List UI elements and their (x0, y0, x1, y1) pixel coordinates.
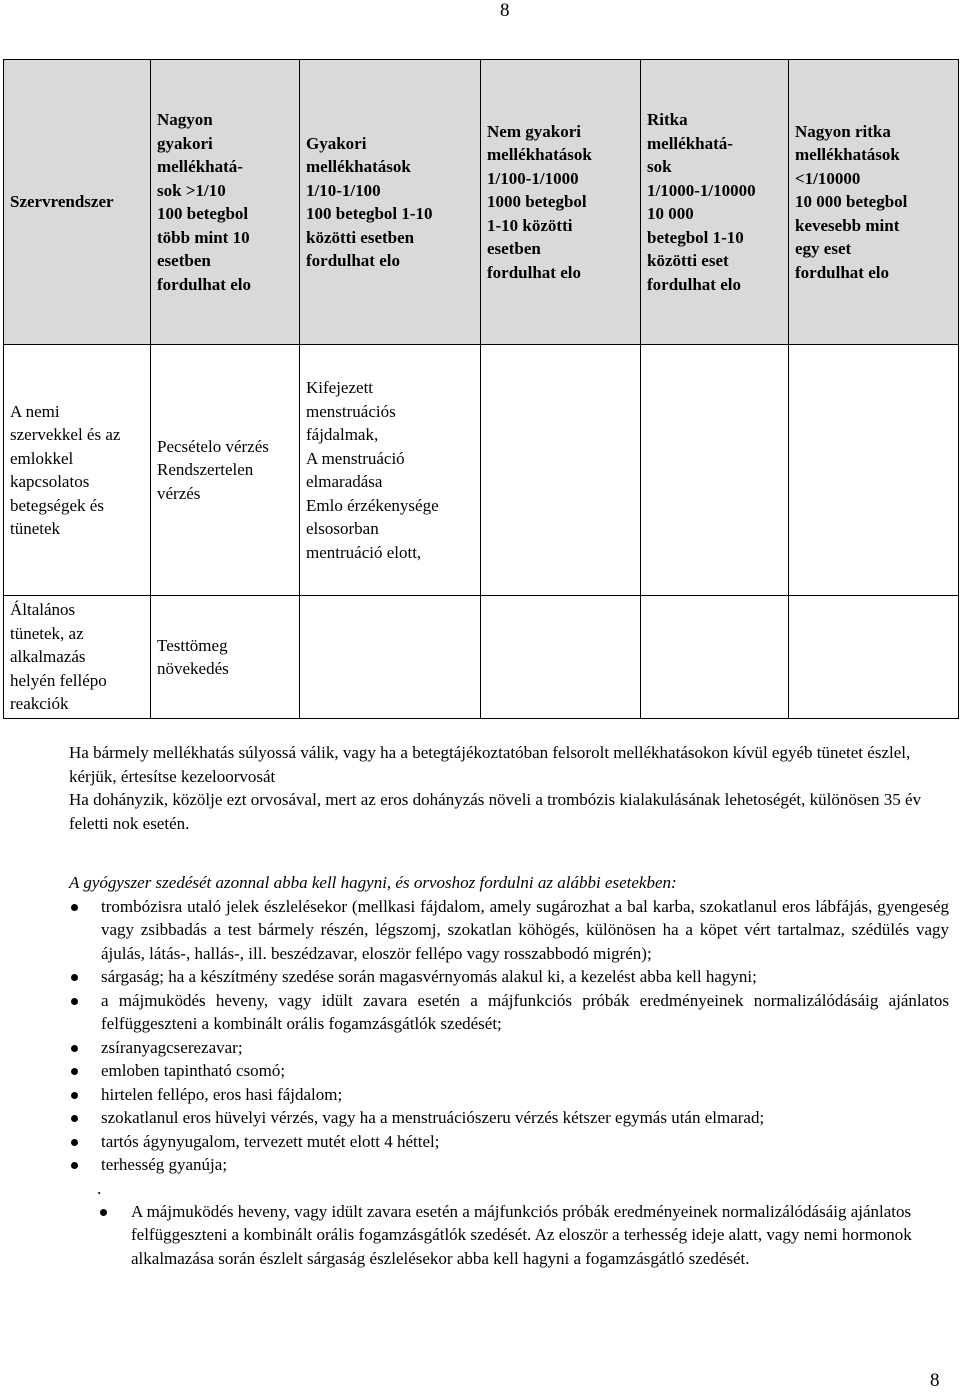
row-1-cell (4, 596, 151, 719)
cell-text: 100 betegbol (157, 204, 249, 223)
cell-text: fájdalmak, (306, 425, 379, 444)
side-effects-table (3, 59, 959, 719)
row-1-cell (481, 596, 641, 719)
row-0-cell (789, 345, 959, 596)
cell-text: kapcsolatos (10, 472, 90, 491)
list-item-text: szokatlanul eros hüvelyi vérzés, vagy ha a menstruációszeru vérzés kétszer egymás után elmarad; (101, 1108, 765, 1127)
cell-text: mellékhatások (795, 145, 900, 165)
cell-text: 1/10-1/100 (306, 180, 381, 200)
cell-text: Nem gyakori (487, 121, 581, 141)
cell-text: A nemi (10, 401, 60, 421)
liver-note-text: A májmuködés heveny, vagy idült zavara esetén a májfunkciós próbák eredményeinek normalizálódásáig ajánlatos felfüggeszteni a kombinált orális fogamzásgátlók szedését. Az eloször a terhesség ideje alatt, vagy nemi hormonok alkalmazása során észlelt sárgaság észlelésekor abba kell hagyni a fogamzásgátló szedését. (131, 1201, 912, 1268)
row-0-cell (641, 345, 789, 596)
cell-text: Rendszertelen (157, 460, 254, 480)
row-0-cell (481, 345, 641, 596)
cell-text: helyén fellépo (10, 670, 107, 690)
cell-text: közötti eset (647, 251, 729, 270)
row-0-cell (151, 345, 300, 596)
stop-intro: A gyógyszer szedését azonnal abba kell hagyni, és orvoshoz fordulni az alábbi esetekben: (69, 873, 677, 892)
bullet-icon (71, 904, 78, 911)
cell-text: 100 betegbol 1-10 (306, 204, 433, 223)
cell-text: menstruációs (306, 401, 396, 421)
cell-text: emlokkel (10, 448, 74, 468)
list-item (69, 1106, 949, 1130)
header-cell (300, 60, 481, 345)
cell-text: közötti esetben (306, 227, 415, 247)
bullet-icon (71, 998, 78, 1005)
bullet-icon (71, 1162, 78, 1169)
list-item (69, 989, 949, 1036)
cell-text: fordulhat elo (157, 274, 251, 294)
row-1-cell (789, 596, 959, 719)
table-row (4, 345, 959, 596)
bullet-icon (100, 1209, 107, 1216)
cell-text: Szervrendszer (10, 192, 114, 212)
cell-text: 1/100-1/1000 (487, 168, 579, 188)
cell-text: mellékhatá- (647, 133, 733, 153)
cell-text: Emlo érzékenysége (306, 495, 439, 515)
cell-text: szervekkel és az (10, 425, 121, 444)
cell-text: gyakori (157, 133, 213, 153)
header-cell (641, 60, 789, 345)
row-1-cell (151, 596, 300, 719)
note-paragraph: Ha dohányzik, közölje ezt orvosával, mert az eros dohányzás növeli a trombózis kialakulásának lehetoségét, különösen 35 év feletti nok esetén. (69, 790, 922, 833)
row-1-cell (300, 596, 481, 719)
cell-text: Általános (10, 600, 76, 620)
cell-text: A menstruáció (306, 448, 405, 468)
liver-note-item (69, 1200, 949, 1271)
list-item-text: hirtelen fellépo, eros hasi fájdalom; (101, 1084, 343, 1104)
list-item (69, 1153, 949, 1177)
bullet-icon (71, 1139, 78, 1146)
notes-section (69, 741, 949, 1270)
cell-text: egy eset (795, 239, 852, 259)
cell-text: fordulhat elo (487, 262, 581, 282)
page-number-top: 8 (500, 0, 510, 21)
cell-text: sok (647, 157, 672, 176)
header-cell (151, 60, 300, 345)
header-cell (481, 60, 641, 345)
cell-text: Pecsételo vérzés (157, 436, 269, 456)
cell-text: Gyakori (306, 133, 367, 153)
stray-dot: . (97, 1178, 102, 1198)
cell-text: elsosorban (306, 519, 379, 538)
cell-text: elmaradása (306, 472, 383, 491)
cell-text: betegségek és (10, 495, 104, 515)
cell-text: Nagyon ritka (795, 121, 891, 141)
cell-text: 10 000 betegbol (795, 192, 908, 212)
list-item (69, 895, 949, 966)
cell-text: esetben (487, 239, 541, 259)
cell-text: esetben (157, 251, 211, 270)
table-row (4, 596, 959, 719)
bullet-icon (71, 1068, 78, 1075)
cell-text: tünetek, az (10, 623, 84, 643)
list-item-text: emloben tapintható csomó; (101, 1061, 286, 1080)
cell-text: több mint 10 (157, 227, 250, 247)
cell-text: növekedés (157, 659, 229, 678)
cell-text: 10 000 (647, 204, 694, 223)
bullet-icon (71, 1045, 78, 1052)
row-0-cell (300, 345, 481, 596)
cell-text: mellékhatások (306, 157, 411, 176)
cell-text: Ritka (647, 110, 688, 129)
cell-text: Kifejezett (306, 378, 374, 397)
cell-text: betegbol 1-10 (647, 227, 744, 247)
cell-text: <1/10000 (795, 168, 861, 188)
cell-text: 1-10 közötti (487, 215, 573, 235)
list-item (69, 965, 949, 989)
cell-text: sok >1/10 (157, 180, 226, 200)
list-item (69, 1036, 949, 1060)
note-paragraph: Ha bármely mellékhatás súlyossá válik, vagy ha a betegtájékoztatóban felsorolt mellékhatásokon kívül egyéb tünetet észlel, kérjük, értesítse kezeloorvosát (69, 743, 911, 786)
cell-text: Testtömeg (157, 635, 228, 655)
page-number-bottom: 8 (930, 1370, 940, 1391)
list-item (69, 1130, 949, 1154)
cell-text: mentruáció elott, (306, 542, 422, 562)
cell-text: kevesebb mint (795, 215, 900, 235)
list-item-text: terhesség gyanúja; (101, 1155, 228, 1174)
cell-text: Nagyon (157, 110, 213, 129)
cell-text: fordulhat elo (795, 262, 889, 282)
header-cell (4, 60, 151, 345)
row-0-cell (4, 345, 151, 596)
cell-text: 1/1000-1/10000 (647, 180, 756, 200)
cell-text: tünetek (10, 519, 61, 538)
cell-text: mellékhatá- (157, 157, 243, 176)
table-header-row (4, 60, 959, 345)
cell-text: reakciók (10, 694, 69, 714)
list-item (69, 1059, 949, 1083)
list-item-text: trombózisra utaló jelek észlelésekor (mellkasi fájdalom, amely sugározhat a bal karba, szokatlanul eros lábfájás, gyengeség vagy zsibbadás a test bármely részén, légszomj, szokatlan köhögés, különösen ha a köpet vért tartalmaz, szédülés vagy ájulás, látás-, hallás-, ill. beszédzavar, eloször fellépo vagy rosszabbodó migrén); (101, 896, 949, 963)
cell-text: fordulhat elo (647, 274, 741, 294)
header-cell (789, 60, 959, 345)
cell-text: 1000 betegbol (487, 192, 587, 212)
bullet-icon (71, 1115, 78, 1122)
cell-text: fordulhat elo (306, 251, 400, 270)
list-item-text: sárgaság; ha a készítmény szedése során magasvérnyomás alakul ki, a kezelést abba kell hagyni; (101, 967, 757, 986)
cell-text: mellékhatások (487, 145, 592, 165)
cell-text: vérzés (157, 483, 201, 503)
bullet-icon (71, 974, 78, 981)
list-item-text: tartós ágynyugalom, tervezett mutét elott 4 héttel; (101, 1131, 440, 1151)
stop-conditions-list (69, 895, 949, 1177)
list-item-text: zsíranyagcserezavar; (101, 1037, 243, 1057)
list-item-text: a májmuködés heveny, vagy idült zavara esetén a májfunkciós próbák eredményeinek normalizálódásáig ajánlatos felfüggeszteni a kombinált orális fogamzásgátlók szedését; (101, 990, 949, 1033)
list-item (69, 1083, 949, 1107)
row-1-cell (641, 596, 789, 719)
cell-text: alkalmazás (10, 647, 86, 667)
bullet-icon (71, 1092, 78, 1099)
